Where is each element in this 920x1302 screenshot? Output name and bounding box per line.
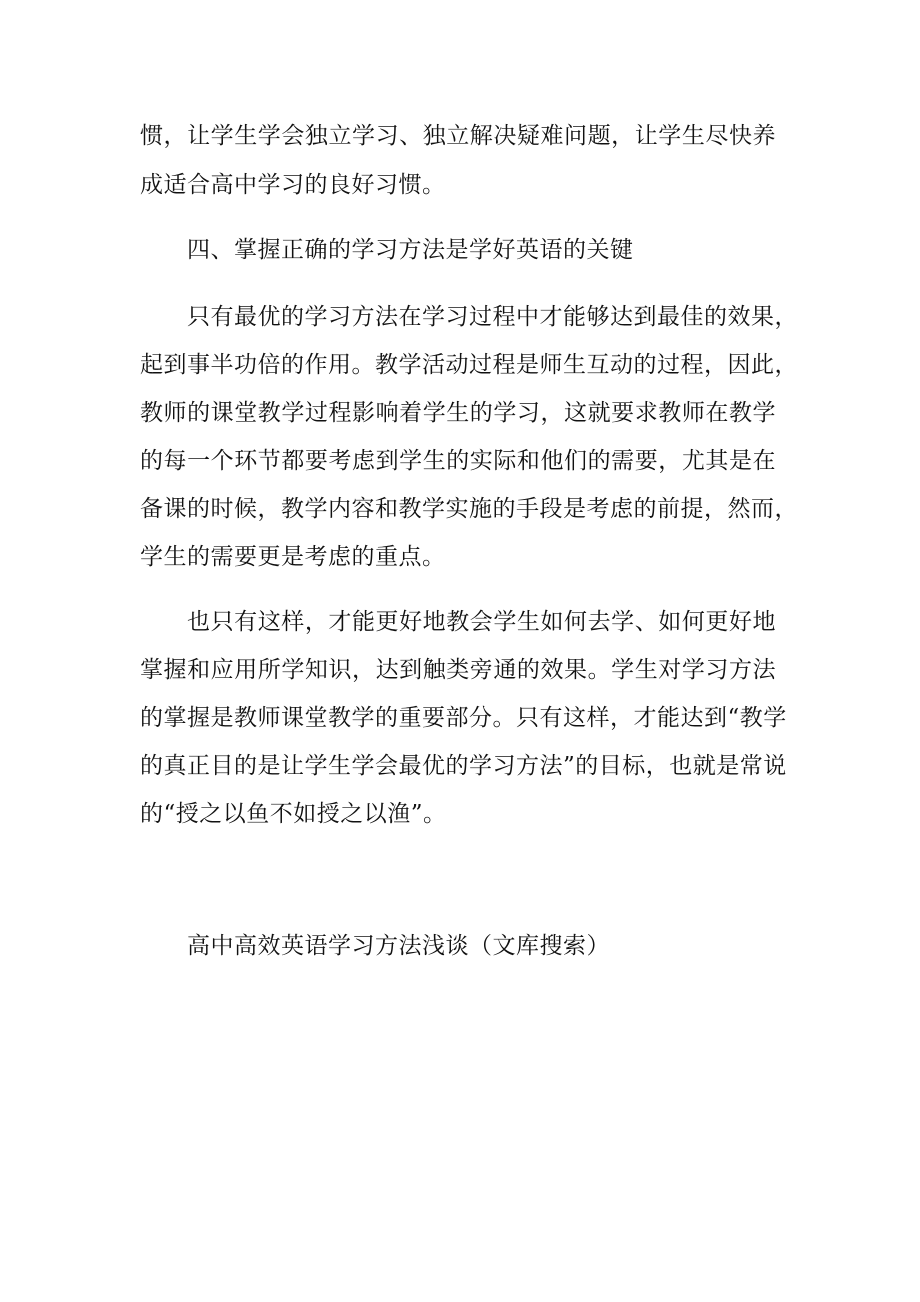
paragraph-2-line-4: 的每一个环节都要考虑到学生的实际和他们的需要，尤其是在 xyxy=(140,448,776,474)
paragraph-2-line-6: 学生的需要更是考虑的重点。 xyxy=(140,544,446,570)
section-heading-4: 四、掌握正确的学习方法是学好英语的关键 xyxy=(187,237,634,263)
paragraph-2-line-1: 只有最优的学习方法在学习过程中才能够达到最佳的效果， xyxy=(187,304,798,330)
paragraph-2-line-2: 起到事半功倍的作用。教学活动过程是师生互动的过程，因此， xyxy=(140,352,798,378)
paragraph-3-line-4: 的真正目的是让学生学会最优的学习方法”的目标，也就是常说 xyxy=(140,753,787,779)
paragraph-3-line-5: 的“授之以鱼不如授之以渔”。 xyxy=(140,801,447,827)
paragraph-3-line-1: 也只有这样，才能更好地教会学生如何去学、如何更好地 xyxy=(187,609,776,635)
paragraph-2-line-3: 教师的课堂教学过程影响着学生的学习，这就要求教师在教学 xyxy=(140,400,776,426)
paragraph-1-line-2: 成适合高中学习的良好习惯。 xyxy=(140,172,446,198)
paragraph-2-line-5: 备课的时候，教学内容和教学实施的手段是考虑的前提，然而， xyxy=(140,496,798,522)
paragraph-3-line-2: 掌握和应用所学知识，达到触类旁通的效果。学生对学习方法 xyxy=(140,657,776,683)
paragraph-1-line-1: 惯，让学生学会独立学习、独立解决疑难问题，让学生尽快养 xyxy=(140,123,776,149)
footer-document-title: 高中高效英语学习方法浅谈（文库搜索） xyxy=(187,933,610,959)
paragraph-3-line-3: 的掌握是教师课堂教学的重要部分。只有这样，才能达到“教学 xyxy=(140,705,787,731)
